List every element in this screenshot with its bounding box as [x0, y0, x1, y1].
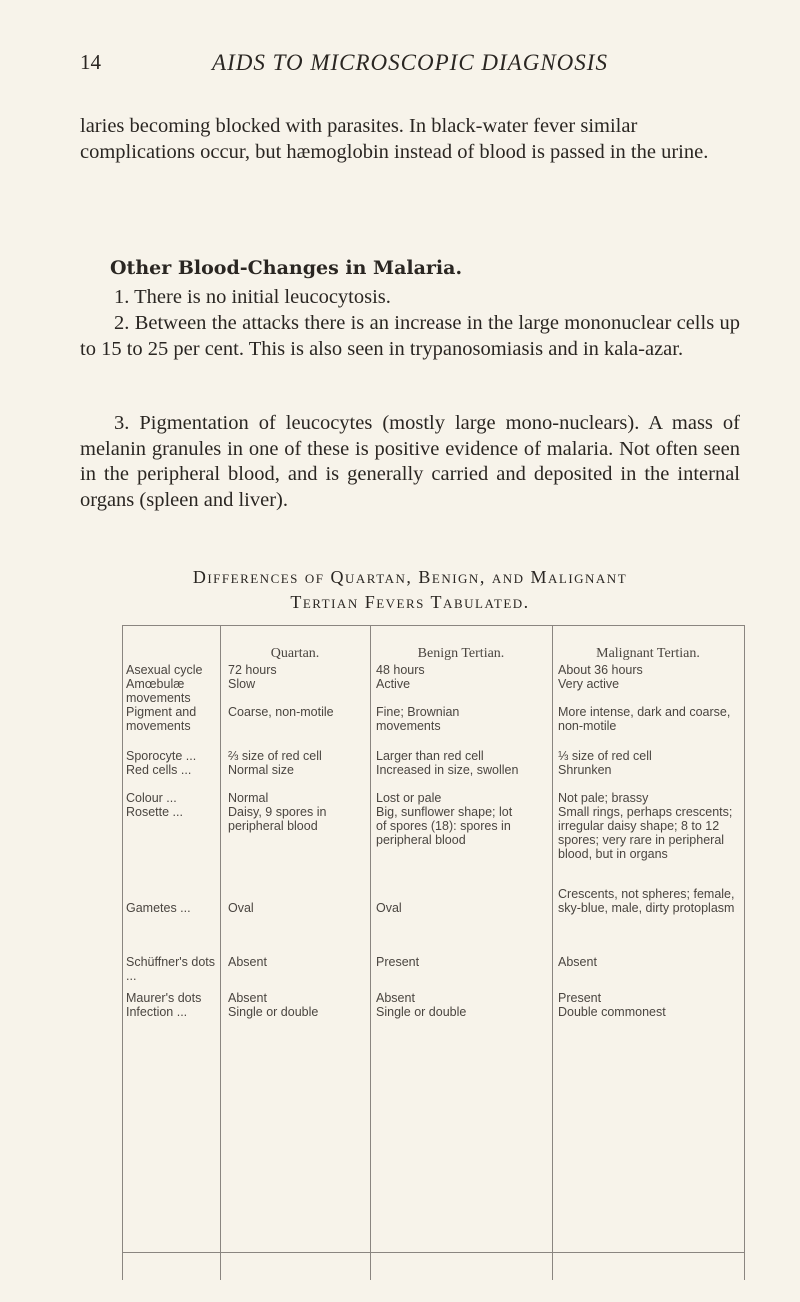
- table-rule: [220, 625, 221, 1280]
- benign-cell: Single or double: [376, 1005, 467, 1019]
- malignant-cell: Not pale; brassy: [558, 791, 649, 805]
- row-label: Amœbulæ movements: [126, 677, 191, 705]
- table-caption-line-2: Tertian Fevers Tabulated.: [290, 592, 530, 612]
- benign-cell: Active: [376, 677, 411, 691]
- column-header-malignant-tertian: Malignant Tertian.: [596, 646, 700, 661]
- benign-cell: Big, sunflower shape; lot of spores (18): spores in peripheral blood: [376, 805, 513, 847]
- table-caption: [100, 565, 720, 615]
- row-label: Red cells ...: [126, 763, 192, 777]
- column-header-quartan: Quartan.: [270, 646, 320, 661]
- benign-cell: 48 hours: [376, 663, 425, 677]
- quartan-cell: Daisy, 9 spores in peripheral blood: [228, 805, 327, 833]
- table-rule: [552, 625, 553, 1280]
- quartan-cell: Slow: [228, 677, 256, 691]
- section-heading: Other Blood-Changes in Malaria.: [110, 257, 463, 279]
- table-rule: [122, 625, 123, 1280]
- list-item-3: 3. Pigmentation of leucocytes (mostly large mono-nuclears). A mass of melanin granules in one of these is positive evidence of malaria. Not often seen in the peripheral blood, and is generally carried and deposited in the internal organs (spleen and liver).: [80, 412, 740, 511]
- row-label: Pigment and movements: [126, 705, 197, 733]
- table-rule: [122, 625, 745, 626]
- malignant-cell: About 36 hours: [558, 663, 643, 677]
- row-label: Sporocyte ...: [126, 749, 197, 763]
- malignant-cell: ⅓ size of red cell: [558, 749, 652, 763]
- quartan-cell: ⅔ size of red cell: [228, 749, 322, 763]
- row-label: Colour ...: [126, 791, 177, 805]
- malignant-cell: Crescents, not spheres; female, sky-blue, male, dirty protoplasm: [558, 887, 735, 915]
- benign-cell: Larger than red cell: [376, 749, 484, 763]
- list-item-2: 2. Between the attacks there is an increase in the large mononuclear cells up to 15 to 25 per cent. This is also seen in trypanosomiasis and in kala-azar.: [80, 312, 740, 360]
- row-label: Rosette ...: [126, 805, 183, 819]
- row-label: Schüffner's dots ...: [126, 955, 216, 983]
- benign-cell: Oval: [376, 901, 402, 915]
- row-label: Asexual cycle: [126, 663, 203, 677]
- table-rule: [370, 625, 371, 1280]
- benign-cell: Lost or pale: [376, 791, 442, 805]
- comparison-table: [122, 625, 746, 1280]
- list-item-1: 1. There is no initial leucocytosis.: [114, 286, 391, 308]
- quartan-cell: Normal size: [228, 763, 294, 777]
- benign-cell: Fine; Brownian movements: [376, 705, 460, 733]
- benign-cell: Increased in size, swollen: [376, 763, 519, 777]
- row-label: Infection ...: [126, 1005, 188, 1019]
- quartan-cell: Oval: [228, 901, 254, 915]
- running-title: AIDS TO MICROSCOPIC DIAGNOSIS: [212, 50, 608, 75]
- quartan-cell: Absent: [228, 991, 267, 1005]
- malignant-cell: Double commonest: [558, 1005, 666, 1019]
- malignant-cell: More intense, dark and coarse, non-motile: [558, 705, 731, 733]
- row-label: Maurer's dots: [126, 991, 202, 1005]
- table-rule: [122, 1252, 745, 1253]
- quartan-cell: Coarse, non-motile: [228, 705, 334, 719]
- row-label: Gametes ...: [126, 901, 191, 915]
- malignant-cell: Absent: [558, 955, 597, 969]
- quartan-cell: 72 hours: [228, 663, 277, 677]
- benign-cell: Present: [376, 955, 420, 969]
- table-rule: [744, 625, 745, 1280]
- table-caption-line-1: Differences of Quartan, Benign, and Malignant: [192, 567, 628, 587]
- column-header-benign-tertian: Benign Tertian.: [417, 646, 505, 661]
- page-number: 14: [80, 50, 101, 74]
- quartan-cell: Normal: [228, 791, 269, 805]
- malignant-cell: Very active: [558, 677, 620, 691]
- malignant-cell: Small rings, perhaps crescents; irregular daisy shape; 8 to 12 spores; very rare in peripheral blood, but in organs: [558, 805, 733, 861]
- quartan-cell: Absent: [228, 955, 267, 969]
- malignant-cell: Present: [558, 991, 602, 1005]
- benign-cell: Absent: [376, 991, 415, 1005]
- page-header: [80, 50, 740, 80]
- intro-paragraph: laries becoming blocked with parasites. In black-water fever similar complications occur, but hæmoglobin instead of blood is passed in the urine.: [80, 115, 709, 163]
- quartan-cell: Single or double: [228, 1005, 319, 1019]
- malignant-cell: Shrunken: [558, 763, 612, 777]
